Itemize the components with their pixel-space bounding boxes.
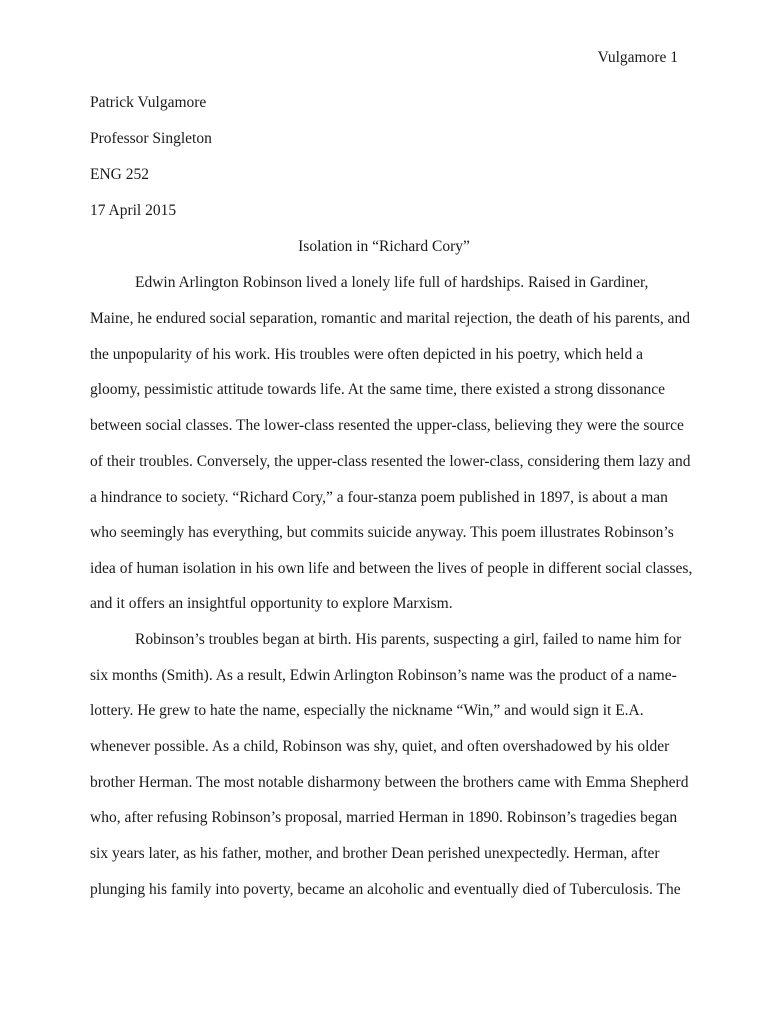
professor-name: Professor Singleton xyxy=(90,130,212,147)
paragraph-line: between social classes. The lower-class resented the upper-class, believing they were the source xyxy=(90,417,684,434)
paragraph-line: idea of human isolation in his own life and between the lives of people in different social classes, xyxy=(90,560,693,577)
paragraph-line: Maine, he endured social separation, romantic and marital rejection, the death of his parents, and xyxy=(90,310,690,327)
paragraph-line: who, after refusing Robinson’s proposal, married Herman in 1890. Robinson’s tragedies began xyxy=(90,809,678,826)
author-name: Patrick Vulgamore xyxy=(90,94,207,111)
paragraph-line: brother Herman. The most notable disharmony between the brothers came with Emma Shepherd xyxy=(90,774,689,791)
paragraph-line: whenever possible. As a child, Robinson was shy, quiet, and often overshadowed by his older xyxy=(90,738,670,755)
essay-title: Isolation in “Richard Cory” xyxy=(298,238,470,255)
paragraph-line: a hindrance to society. “Richard Cory,” a four-stanza poem published in 1897, is about a man xyxy=(90,489,668,506)
paragraph-line: of their troubles. Conversely, the upper-class resented the lower-class, considering them lazy and xyxy=(90,453,691,470)
paragraph-line: lottery. He grew to hate the name, especially the nickname “Win,” and would sign it E.A. xyxy=(90,702,644,719)
paragraph-line: six years later, as his father, mother, and brother Dean perished unexpectedly. Herman, after xyxy=(90,845,660,862)
date: 17 April 2015 xyxy=(90,202,177,219)
paragraph-line: the unpopularity of his work. His troubles were often depicted in his poetry, which held a xyxy=(90,346,643,363)
running-head: Vulgamore 1 xyxy=(597,49,678,66)
paragraph-line: plunging his family into poverty, became an alcoholic and eventually died of Tuberculosis. The xyxy=(90,881,681,898)
paragraph-line: gloomy, pessimistic attitude towards life. At the same time, there existed a strong dissonance xyxy=(90,381,665,398)
paragraph-line: who seemingly has everything, but commits suicide anyway. This poem illustrates Robinson’s xyxy=(90,524,674,541)
paragraph-line: Edwin Arlington Robinson lived a lonely life full of hardships. Raised in Gardiner, xyxy=(135,274,649,291)
paragraph-line: Robinson’s troubles began at birth. His parents, suspecting a girl, failed to name him for xyxy=(135,631,682,648)
paragraph-line: six months (Smith). As a result, Edwin Arlington Robinson’s name was the product of a name- xyxy=(90,667,677,684)
paragraph-line: and it offers an insightful opportunity to explore Marxism. xyxy=(90,595,453,612)
course-name: ENG 252 xyxy=(90,166,149,183)
